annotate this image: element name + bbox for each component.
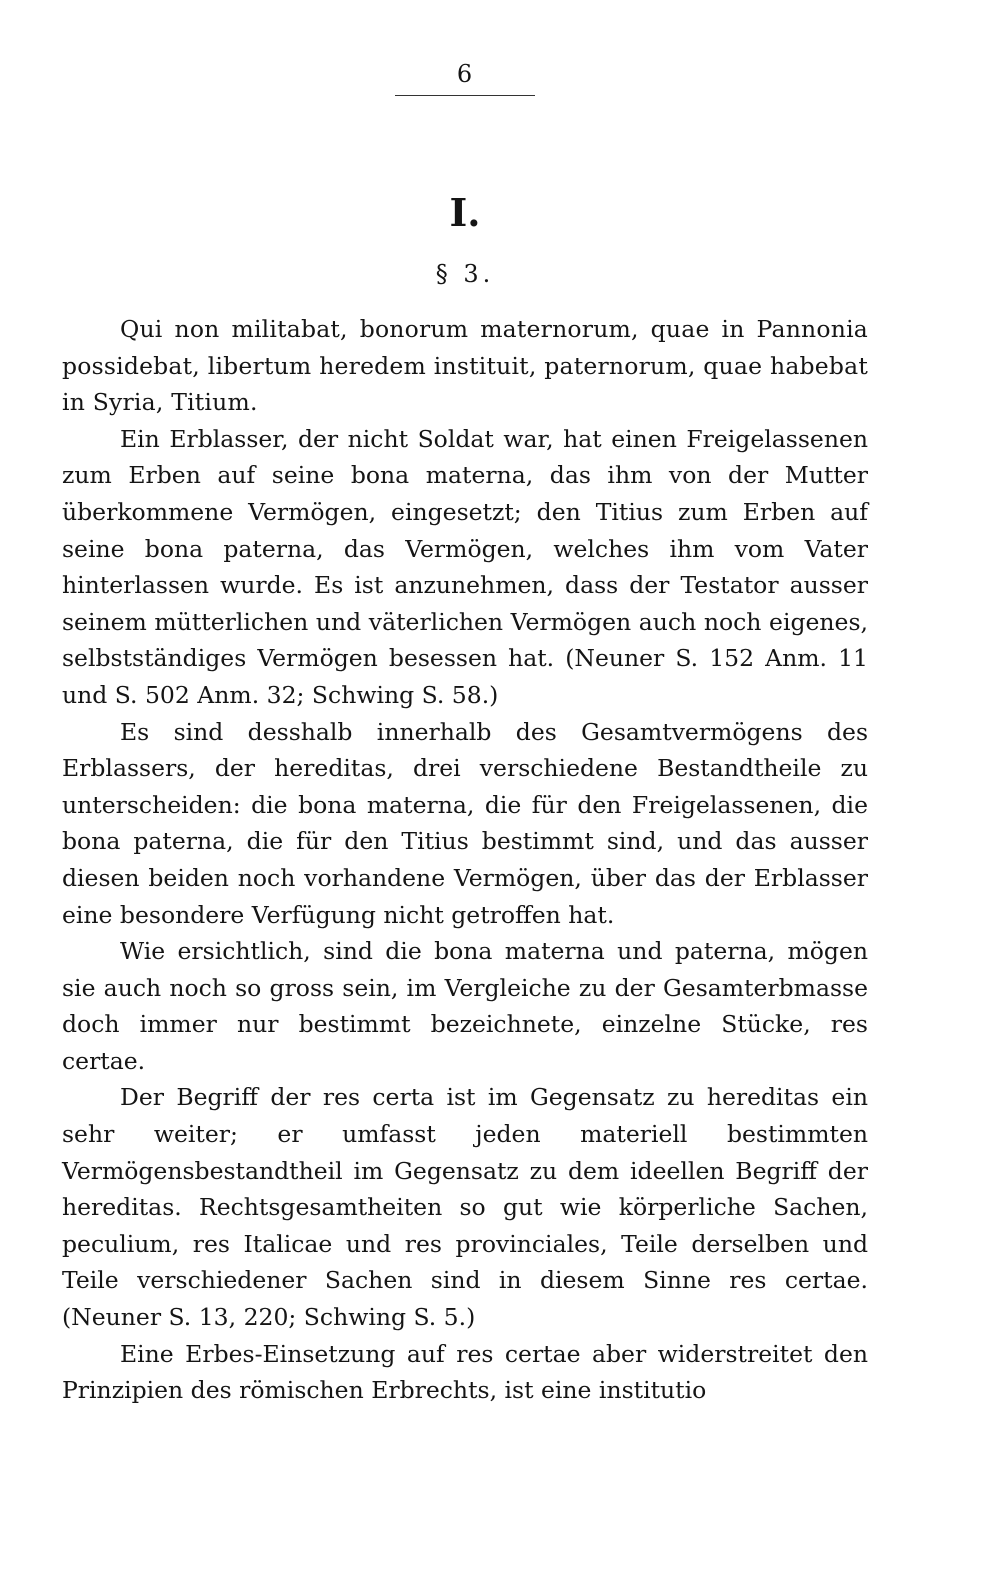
- latin-quotation: Qui non militabat, bonorum maternorum, quae in Pannonia possidebat, libertum heredem instituit, paternorum, quae habebat in Syria, Titium.: [62, 315, 868, 417]
- chapter-heading: I.: [449, 190, 481, 235]
- paragraph: Eine Erbes-Einsetzung auf res certae aber widerstreitet den Prinzipien des römischen Erbrechts, ist eine institutio: [62, 1339, 868, 1405]
- paragraph: Der Begriff der res certa ist im Gegensatz zu hereditas ein sehr weiter; er umfasst jeden materiell bestimmten Vermögensbestandtheil im Gegensatz zu dem ideellen Begriff der hereditas. Rechtsgesamtheiten so gut wie körperliche Sachen, peculium, res Italicae und res provinciales, Teile derselben und Teile verschiedener Sachen sind in diesem Sinne res certae. (Neuner S. 13, 220; Schwing S. 5.): [62, 1083, 868, 1332]
- section-heading: § 3.: [435, 260, 495, 288]
- paragraph: Es sind desshalb innerhalb des Gesamtvermögens des Erblassers, der hereditas, drei verschiedene Bestandtheile zu unterscheiden: die bona materna, die für den Freigelassenen, die bona paterna, die für den Titius bestimmt sind, und das ausser diesen beiden noch vorhandene Vermögen, über das der Erblasser eine besondere Verfügung nicht getroffen hat.: [62, 717, 868, 929]
- page-number: 6: [456, 60, 474, 88]
- paragraph: Ein Erblasser, der nicht Soldat war, hat einen Freigelassenen zum Erben auf seine bona materna, das ihm von der Mutter überkommene Vermögen, eingesetzt; den Titius zum Erben auf seine bona paterna, das Vermögen, welches ihm vom Vater hinterlassen wurde. Es ist anzunehmen, dass der Testator ausser seinem mütterlichen und väterlichen Vermögen auch noch eigenes, selbstständiges Vermögen besessen hat. (Neuner S. 152 Anm. 11 und S. 502 Anm. 32; Schwing S. 58.): [62, 424, 868, 709]
- header-rule: [395, 95, 535, 96]
- paragraph: Wie ersichtlich, sind die bona materna und paterna, mögen sie auch noch so gross sein, im Vergleiche zu der Gesamterbmasse doch immer nur bestimmt bezeichnete, einzelne Stücke, res certae.: [62, 937, 868, 1075]
- body-text: [62, 311, 868, 1409]
